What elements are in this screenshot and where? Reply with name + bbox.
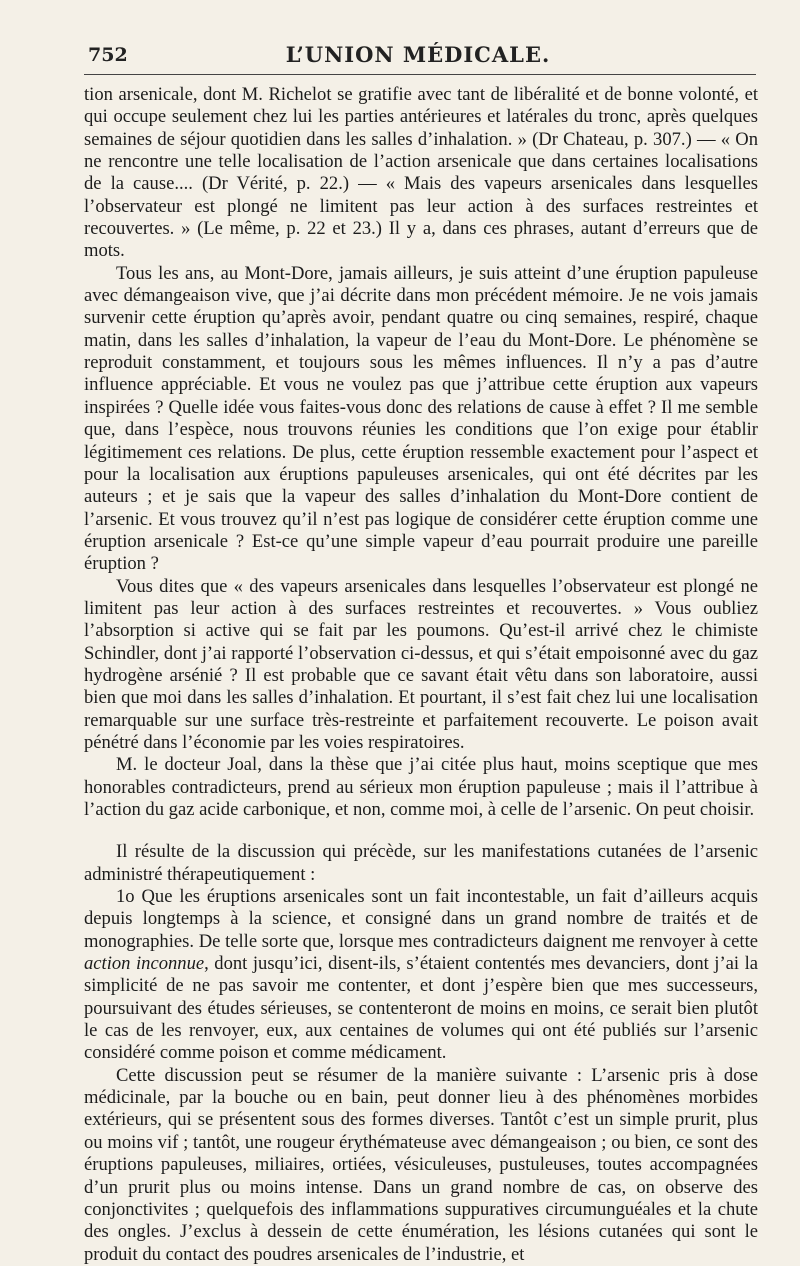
paragraph: tion arsenicale, dont M. Richelot se gratifie avec tant de libéralité et de bonne volonté, et qui occupe seulement chez lui les parties antérieures et latérales du tronc, après quelques semaines de séjour quotidien dans les salles d’inhalation. » (Dr Chateau, p. 307.) — « On ne rencontre une telle localisation de l’action arsenicale que dans certaines localisations de la cause.... (Dr Vérité, p. 22.) — « Mais des vapeurs arsenicales dans lesquelles l’observateur est plongé ne limitent pas leur action à des surfaces restreintes et recouvertes. » (Le même, p. 22 et 23.) Il y a, dans ces phrases, autant d’erreurs que de mots. (84, 84, 758, 262)
paragraph: Il résulte de la discussion qui précède, sur les manifestations cutanées de l’arsenic administré thérapeutiquement : (84, 841, 758, 885)
page-number: 752 (88, 44, 128, 66)
running-title: L’UNION MÉDICALE. (285, 42, 551, 67)
paragraph: M. le docteur Joal, dans la thèse que j’ai citée plus haut, moins sceptique que mes honorables contradicteurs, prend au sérieux mon éruption papuleuse ; mais il l’attribue à l’action du gaz acide carbonique, et non, comme moi, à celle de l’arsenic. On peut choisir. (84, 754, 758, 820)
emphasis-text: action inconnue (84, 953, 205, 975)
header-rule (84, 74, 756, 75)
list-item (84, 886, 758, 1065)
paragraph: Cette discussion peut se résumer de la manière suivante : L’arsenic pris à dose médicinale, par la bouche ou en bain, peut donner lieu à des phénomènes morbides extérieurs, qui se présentent sous des formes diverses. Tantôt c’est un simple prurit, plus ou moins vif ; tantôt, une rougeur érythémateuse avec démangeaison ; ou bien, ce sont des éruptions papuleuses, miliaires, ortiées, vésiculeuses, pustuleuses, toutes accompagnées d’un prurit plus ou moins intense. Dans un grand nombre de cas, on observe des conjonctivites ; quelquefois des inflammations suppuratives circumunguéales et la chute des ongles. J’exclus à dessein de cette énumération, les lésions cutanées qui sont le produit du contact des poudres arsenicales de l’industrie, et (84, 1064, 758, 1265)
page-header (78, 38, 758, 70)
list-item-text: 1o Que les éruptions arsenicales sont un fait incontestable, un fait d’ailleurs acquis depuis longtemps à la science, et consigné dans un grand nombre de traités et de monographies. De telle sorte que, lorsque mes contradicteurs daignent me renvoyer à cette (84, 886, 758, 952)
paragraph: Vous dites que « des vapeurs arsenicales dans lesquelles l’observateur est plongé ne limitent pas leur action à des surfaces restreintes et recouvertes. » Vous oubliez l’absorption si active qui se fait par les poumons. Qu’est-il arrivé chez le chimiste Schindler, dont j’ai rapporté l’observation ci-dessus, et qui s’était empoisonné avec du gaz hydrogène arsénié ? Il est probable que ce savant était vêtu dans son laboratoire, aussi bien que moi dans les salles d’inhalation. Et pourtant, il s’est fait chez lui une localisation remarquable sur une surface très-restreinte et parfaitement recouverte. Le poison avait pénétré dans l’économie par les voies respiratoires. (84, 575, 758, 753)
paragraph: Tous les ans, au Mont-Dore, jamais ailleurs, je suis atteint d’une éruption papuleuse avec démangeaison vive, que j’ai décrite dans mon précédent mémoire. Je ne vois jamais survenir cette éruption qu’après avoir, pendant quatre ou cinq semaines, respiré, chaque matin, dans les salles d’inhalation, la vapeur de l’eau du Mont-Dore. Le phénomène se reproduit constamment, et toujours sous les mêmes influences. Il n’y a pas d’autre influence appréciable. Et vous ne voulez pas que j’attribue cette éruption aux vapeurs inspirées ? Quelle idée vous faites-vous donc des relations de cause à effet ? Il me semble que, dans l’espèce, nous trouvons réunies les conditions que l’on exige pour établir légitimement ces relations. De plus, cette éruption ressemble exactement pour l’aspect et pour la localisation aux éruptions papuleuses arsenicales, qui ont été décrites par les auteurs ; et je sais que la vapeur des salles d’inhalation du Mont-Dore contient de l’arsenic. Et vous trouvez qu’il n’est pas logique de considérer cette éruption comme une éruption arsenicale ? Est-ce qu’une simple vapeur d’eau pourrait produire une pareille éruption ? (84, 262, 758, 575)
article-body (84, 84, 758, 1266)
list-item-text: , dont jusqu’ici, disent-ils, s’étaient contentés mes devanciers, dont j’ai la simplicité de ne pas savoir me contenter, et dont j’espère bien que mes successeurs, poursuivant des études sérieuses, se contenteront de moins en moins, ce serait bien plutôt le cas de les renvoyer, eux, aux centaines de volumes qui ont été publiés sur l’arsenic considéré comme poison et comme médicament. (84, 953, 758, 1064)
